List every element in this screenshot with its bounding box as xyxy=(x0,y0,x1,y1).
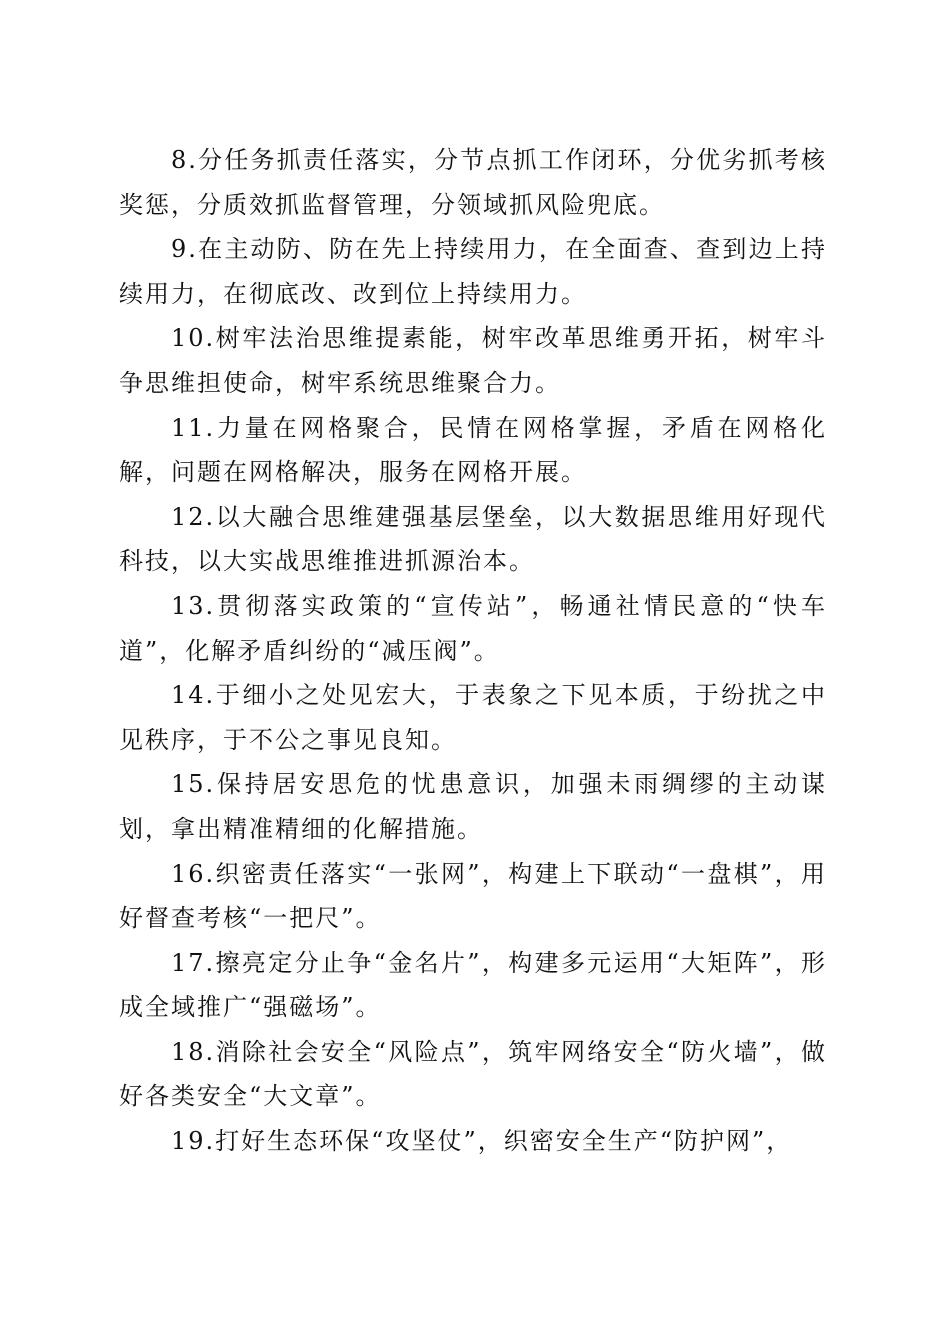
paragraph-13 xyxy=(119,584,827,673)
paragraph-number: 10. xyxy=(171,324,216,353)
paragraph-19 xyxy=(119,1119,827,1164)
paragraph-15 xyxy=(119,762,827,851)
paragraph-text: 分任务抓责任落实，分节点抓工作闭环，分优劣抓考核奖惩，分质效抓监督管理，分领域抓风险兜底。 xyxy=(119,146,827,219)
paragraph-number: 9. xyxy=(171,235,198,264)
paragraph-14 xyxy=(119,673,827,762)
paragraph-number: 13. xyxy=(171,591,216,620)
paragraph-text: 织密责任落实“一张网”，构建上下联动“一盘棋”，用好督查考核“一把尺”。 xyxy=(119,859,827,933)
paragraph-number: 15. xyxy=(171,770,216,799)
paragraph-16 xyxy=(119,852,827,941)
paragraph-text: 以大融合思维建强基层堡垒，以大数据思维用好现代科技，以大实战思维推进抓源治本。 xyxy=(119,502,827,576)
paragraph-8 xyxy=(119,138,827,227)
paragraph-text: 打好生态环保“攻坚仗”，织密安全生产“防护网”， xyxy=(215,1127,793,1156)
paragraph-text: 力量在网格聚合，民情在网格掌握，矛盾在网格化解，问题在网格解决，服务在网格开展。 xyxy=(119,413,827,487)
paragraph-9 xyxy=(119,227,827,316)
paragraph-number: 18. xyxy=(171,1037,216,1066)
paragraph-text: 擦亮定分止争“金名片”，构建多元运用“大矩阵”，形成全域推广“强磁场”。 xyxy=(119,948,827,1022)
paragraph-number: 16. xyxy=(171,859,216,888)
paragraph-number: 12. xyxy=(171,502,216,531)
paragraph-17 xyxy=(119,941,827,1030)
paragraph-number: 19. xyxy=(171,1127,216,1156)
paragraph-text: 树牢法治思维提素能，树牢改革思维勇开拓，树牢斗争思维担使命，树牢系统思维聚合力。 xyxy=(119,324,827,397)
paragraph-12 xyxy=(119,495,827,584)
paragraph-text: 消除社会安全“风险点”，筑牢网络安全“防火墙”，做好各类安全“大文章”。 xyxy=(119,1037,827,1111)
paragraph-text: 贯彻落实政策的“宣传站”，畅通社情民意的“快车道”，化解矛盾纠纷的“减压阀”。 xyxy=(119,591,827,665)
paragraph-11 xyxy=(119,406,827,495)
paragraph-text: 保持居安思危的忧患意识，加强未雨绸缪的主动谋划，拿出精准精细的化解措施。 xyxy=(119,770,827,843)
paragraph-number: 17. xyxy=(171,948,216,977)
paragraph-18 xyxy=(119,1030,827,1119)
document-body xyxy=(119,138,827,1164)
paragraph-text: 于细小之处见宏大，于表象之下见本质，于纷扰之中见秩序，于不公之事见良知。 xyxy=(119,681,827,754)
paragraph-text: 在主动防、防在先上持续用力，在全面查、查到边上持续用力，在彻底改、改到位上持续用力。 xyxy=(119,235,827,308)
paragraph-number: 14. xyxy=(171,681,216,710)
paragraph-number: 8. xyxy=(171,146,198,174)
paragraph-10 xyxy=(119,316,827,405)
paragraph-number: 11. xyxy=(171,413,216,442)
